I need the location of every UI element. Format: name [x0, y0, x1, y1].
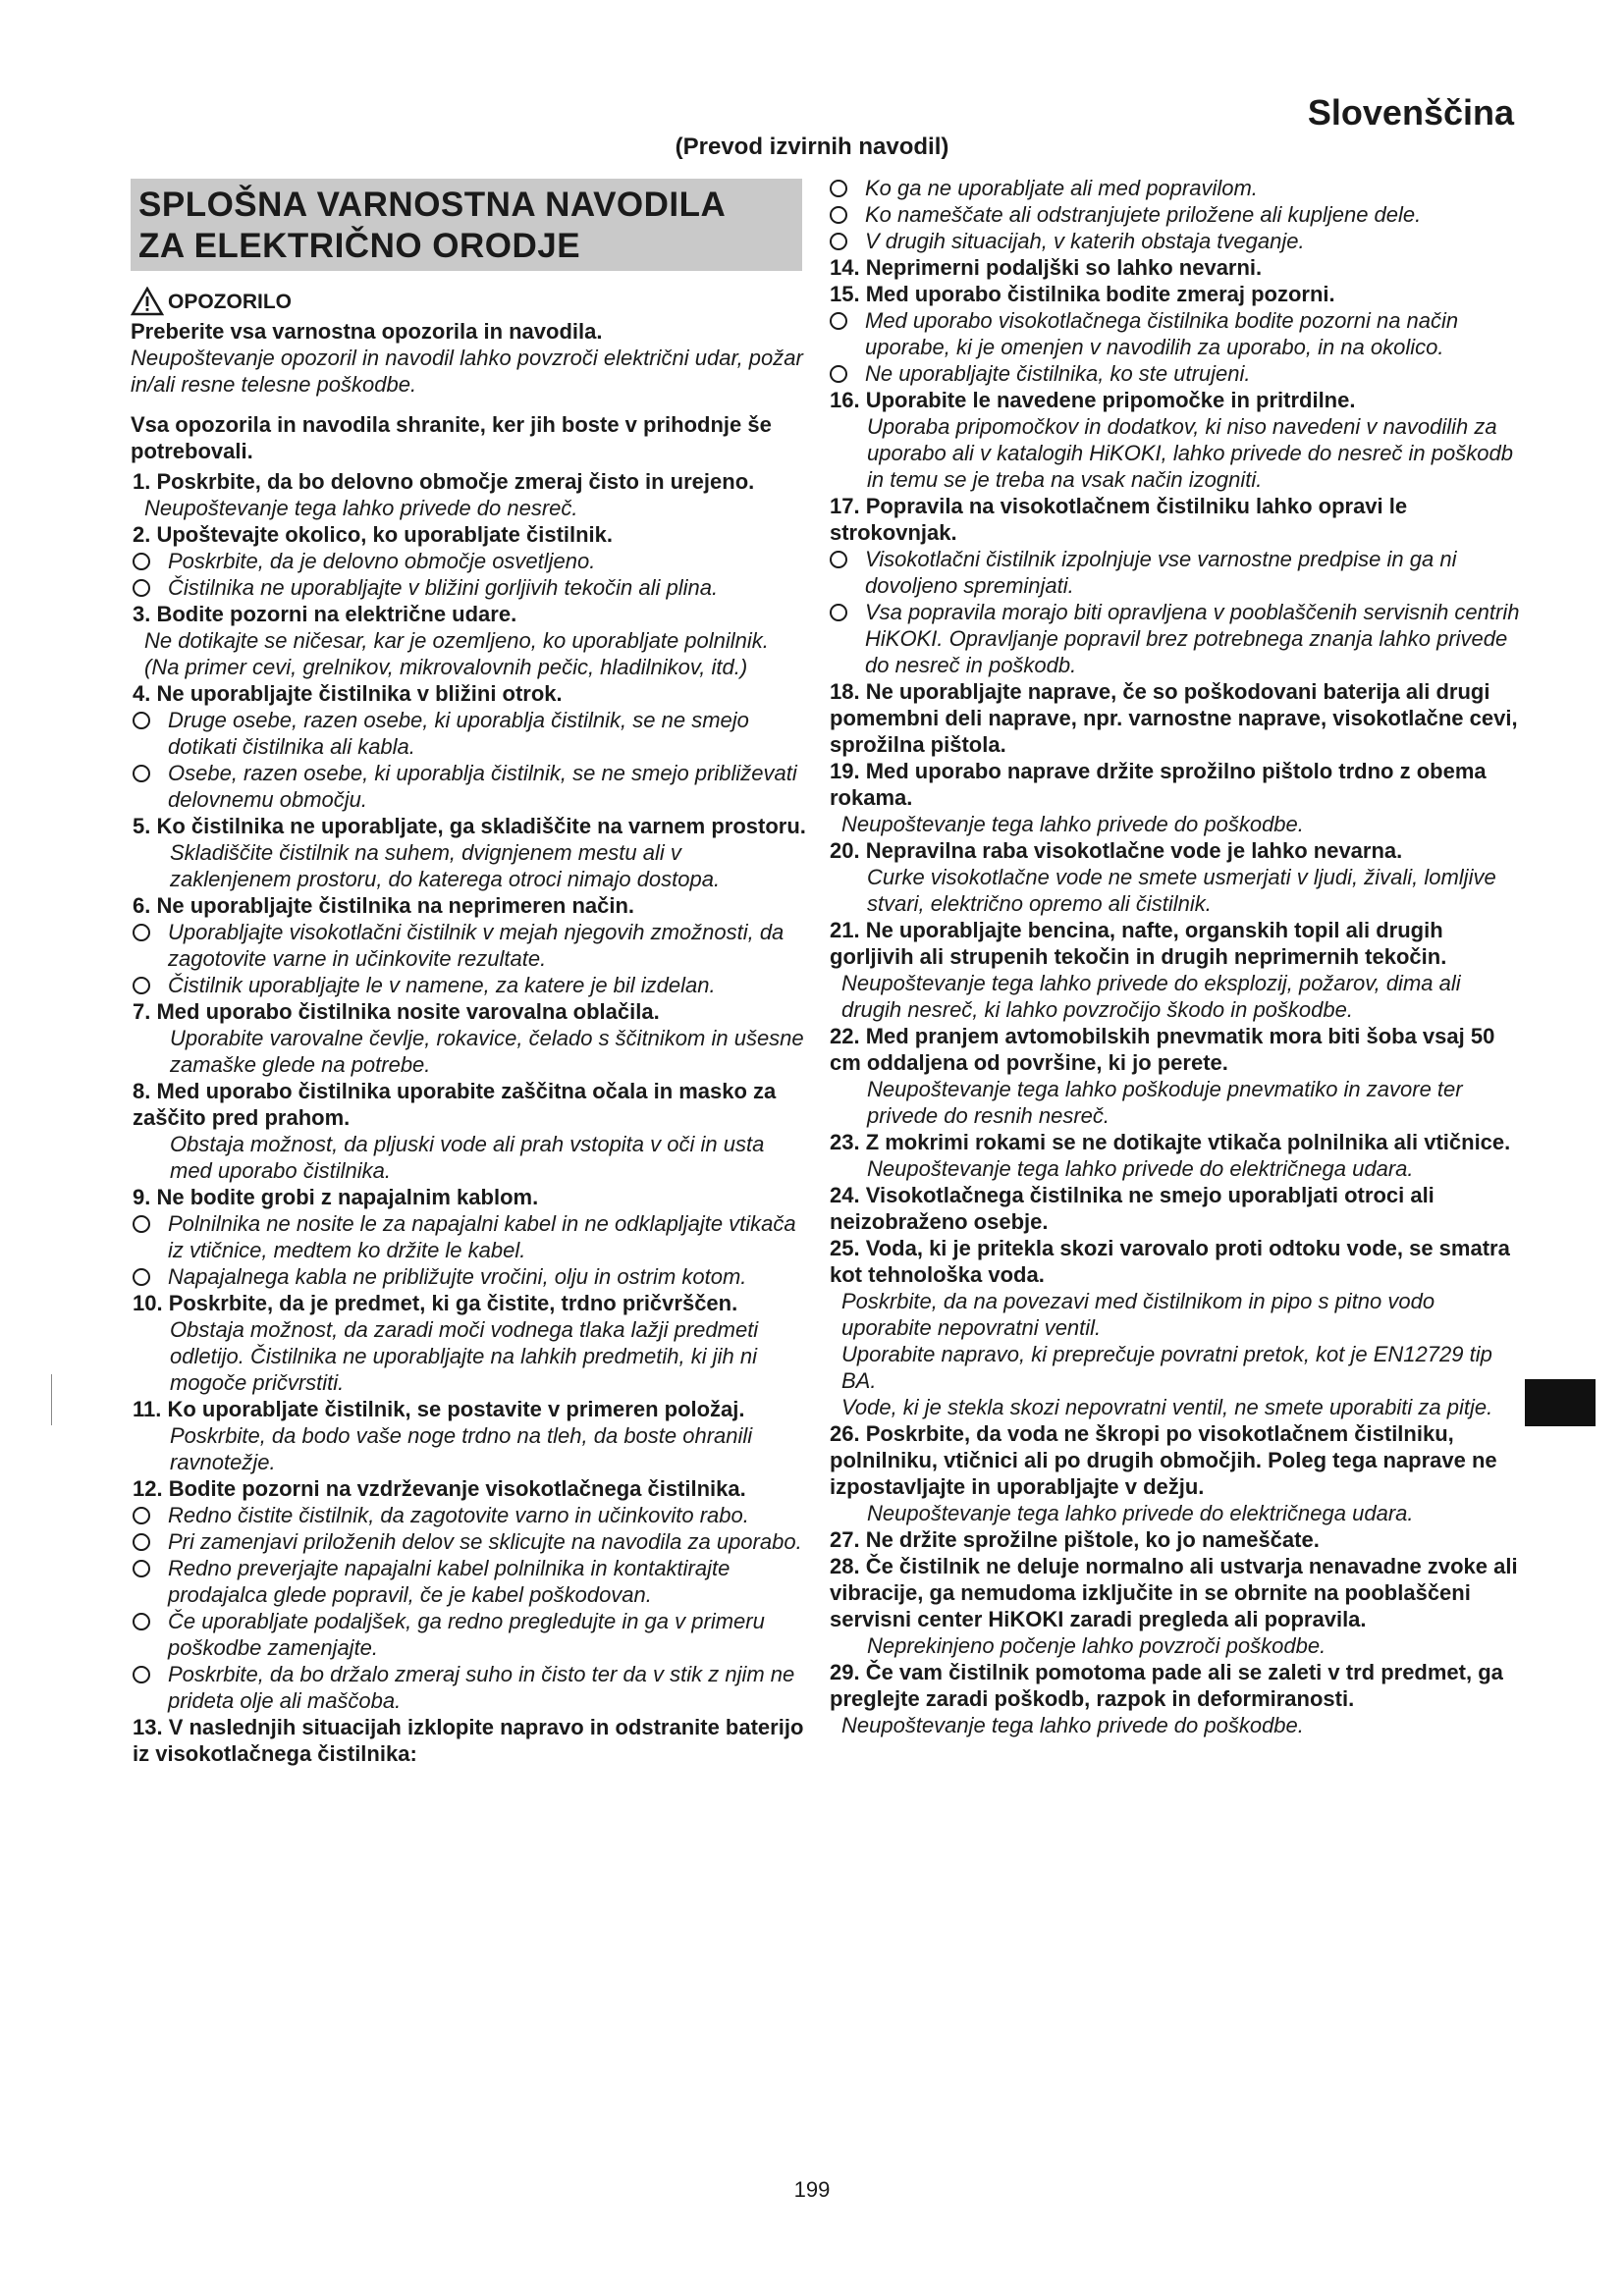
instruction-detail: Uporabite varovalne čevlje, rokavice, čelado s ščitnikom in ušesne zamaške glede na potrebe.: [170, 1026, 804, 1077]
bullet-text: Polnilnika ne nosite le za napajalni kabel in ne odklapljajte vtikača iz vtičnice, medtem ko držite le kabel.: [168, 1211, 796, 1262]
bullet-item: [131, 548, 808, 574]
numbered-instruction: 1. Poskrbite, da bo delovno območje zmeraj čisto in urejeno.: [133, 469, 755, 494]
instruction-note: Neupoštevanje tega lahko privede do poškodbe.: [841, 812, 1304, 836]
bullet-item: [131, 707, 808, 760]
bullet-text: Redno čistite čistilnik, da zagotovite varno in učinkovito rabo.: [168, 1503, 749, 1527]
circle-bullet-icon: [133, 1268, 150, 1286]
instruction-note: Vode, ki je stekla skozi nepovratni ventil, ne smete uporabiti za pitje.: [841, 1395, 1493, 1419]
instruction-detail: Obstaja možnost, da pljuski vode ali prah vstopita v oči in usta med uporabo čistilnika.: [170, 1132, 765, 1183]
numbered-instruction: 29. Če vam čistilnik pomotoma pade ali se zaleti v trd predmet, ga preglejte zaradi poškodb, razpok in deformiranosti.: [830, 1660, 1503, 1711]
bullet-text: Poskrbite, da je delovno območje osvetljeno.: [168, 549, 596, 573]
circle-bullet-icon: [133, 1613, 150, 1630]
numbered-instruction: 5. Ko čistilnika ne uporabljate, ga skladiščite na varnem prostoru.: [133, 814, 806, 838]
bullet-text: Če uporabljate podaljšek, ga redno pregledujte in ga v primeru poškodbe zamenjajte.: [168, 1609, 765, 1660]
circle-bullet-icon: [133, 1560, 150, 1577]
instruction-detail: Skladiščite čistilnik na suhem, dvignjenem mestu ali v zaklenjenem prostoru, do katerega otroci nimajo dostopa.: [170, 840, 721, 891]
bullet-text: Pri zamenjavi priloženih delov se sklicujte na navodila za uporabo.: [168, 1529, 802, 1554]
margin-line: [51, 1374, 52, 1425]
warning-label: OPOZORILO: [168, 290, 292, 313]
circle-bullet-icon: [133, 579, 150, 597]
numbered-instruction: 16. Uporabite le navedene pripomočke in pritrdilne.: [830, 388, 1356, 412]
numbered-instruction: 12. Bodite pozorni na vzdrževanje visokotlačnega čistilnika.: [133, 1476, 746, 1501]
bullet-item: [131, 574, 808, 601]
circle-bullet-icon: [830, 180, 847, 197]
circle-bullet-icon: [830, 365, 847, 383]
numbered-instruction: 25. Voda, ki je pritekla skozi varovalo proti odtoku vode, se smatra kot tehnološka voda.: [830, 1236, 1510, 1287]
bullet-text: Med uporabo visokotlačnega čistilnika bodite pozorni na način uporabe, ki je omenjen v navodilih za uporabo, in na okolico.: [865, 308, 1459, 359]
right-column: [828, 175, 1521, 1738]
instruction-detail: Uporaba pripomočkov in dodatkov, ki niso navedeni v navodilih za uporabo ali v katalogih HiKOKI, lahko privede do nesreč in poškodb in temu se je treba na vsak način izogniti.: [867, 414, 1513, 492]
instruction-note: Neupoštevanje tega lahko privede do eksplozij, požarov, dima ali drugih nesreč, ki lahko povzročijo škodo in poškodbe.: [841, 971, 1461, 1022]
bullet-item: [131, 919, 808, 972]
numbered-instruction: 2. Upoštevajte okolico, ko uporabljate čistilnik.: [133, 522, 614, 547]
bullet-item: [131, 1502, 808, 1528]
bullet-text: Uporabljajte visokotlačni čistilnik v mejah njegovih zmožnosti, da zagotovite varne in učinkovite rezultate.: [168, 920, 785, 971]
circle-bullet-icon: [133, 553, 150, 570]
bullet-text: Visokotlačni čistilnik izpolnjuje vse varnostne predpise in ga ni dovoljeno spreminjati.: [865, 547, 1457, 598]
circle-bullet-icon: [830, 604, 847, 621]
instruction-detail: Obstaja možnost, da zaradi moči vodnega tlaka lažji predmeti odletijo. Čistilnika ne uporabljajte na lahkih predmetih, ki jih ni mogoče pričvrstiti.: [170, 1317, 759, 1395]
bullet-text: Vsa popravila morajo biti opravljena v pooblaščenih servisnih centrih HiKOKI. Opravljanje popravil brez potrebnega znanja lahko privede do nesreč in poškodb.: [865, 600, 1520, 677]
numbered-instruction: 7. Med uporabo čistilnika nosite varovalna oblačila.: [133, 999, 660, 1024]
section-title-box: [131, 179, 802, 271]
bullet-text: Ne uporabljajte čistilnika, ko ste utrujeni.: [865, 361, 1251, 386]
bullet-text: Druge osebe, razen osebe, ki uporablja čistilnik, se ne smejo dotikati čistilnika ali kabla.: [168, 708, 749, 759]
bullet-item: [131, 1555, 808, 1608]
left-instruction-list: [131, 468, 808, 1767]
numbered-instruction: 21. Ne uporabljajte bencina, nafte, organskih topil ali drugih gorljivih ali strupenih tekočin in drugih neprimernih tekočin.: [830, 918, 1447, 969]
bullet-item: [828, 307, 1521, 360]
instruction-note: Uporabite napravo, ki preprečuje povratni pretok, kot je EN12729 tip BA.: [841, 1342, 1492, 1393]
numbered-instruction: 8. Med uporabo čistilnika uporabite zaščitna očala in masko za zaščito pred prahom.: [133, 1079, 777, 1130]
numbered-instruction: 27. Ne držite sprožilne pištole, ko jo nameščate.: [830, 1527, 1320, 1552]
bullet-text: Čistilnik uporabljajte le v namene, za katere je bil izdelan.: [168, 973, 716, 997]
instruction-note: Neupoštevanje tega lahko privede do nesreč.: [144, 496, 578, 520]
bullet-item: [828, 599, 1521, 678]
numbered-instruction: 17. Popravila na visokotlačnem čistilniku lahko opravi le strokovnjak.: [830, 494, 1408, 545]
numbered-instruction: 22. Med pranjem avtomobilskih pnevmatik mora biti šoba vsaj 50 cm oddaljena od površine, ki jo perete.: [830, 1024, 1495, 1075]
bullet-text: Poskrbite, da bo držalo zmeraj suho in čisto ter da v stik z njim ne prideta olje ali maščoba.: [168, 1662, 795, 1713]
circle-bullet-icon: [133, 765, 150, 782]
circle-bullet-icon: [830, 551, 847, 568]
bullet-item: [131, 1263, 808, 1290]
instruction-note: Ne dotikajte se ničesar, kar je ozemljeno, ko uporabljate polnilnik. (Na primer cevi, grelnikov, mikrovalovnih pečic, hladilnikov, itd.): [144, 628, 769, 679]
numbered-instruction: 19. Med uporabo naprave držite sprožilno pištolo trdno z obema rokama.: [830, 759, 1487, 810]
numbered-instruction: 18. Ne uporabljajte naprave, če so poškodovani baterija ali drugi pomembni deli naprave, npr. varnostne naprave, visokotlačne cevi, sprožilna pištola.: [830, 679, 1518, 757]
language-tab-marker: [1525, 1379, 1596, 1426]
document-subtitle: (Prevod izvirnih navodil): [675, 133, 949, 160]
numbered-instruction: 23. Z mokrimi rokami se ne dotikajte vtikača polnilnika ali vtičnice.: [830, 1130, 1511, 1154]
bullet-item: [828, 175, 1521, 201]
bullet-item: [828, 360, 1521, 387]
section-title-line-2: ZA ELEKTRIČNO ORODJE: [138, 227, 581, 265]
circle-bullet-icon: [133, 924, 150, 941]
bullet-text: Redno preverjajte napajalni kabel polnilnika in kontaktirajte prodajalca glede popravil, če je kabel poškodovan.: [168, 1556, 731, 1607]
numbered-instruction: 6. Ne uporabljajte čistilnika na neprimeren način.: [133, 893, 635, 918]
instruction-detail: Poskrbite, da bodo vaše noge trdno na tleh, da boste ohranili ravnotežje.: [170, 1423, 753, 1474]
instruction-detail: Neprekinjeno počenje lahko povzroči poškodbe.: [867, 1633, 1326, 1658]
bullet-text: Napajalnega kabla ne približujte vročini, olju in ostrim kotom.: [168, 1264, 747, 1289]
warning-triangle-icon: [131, 287, 164, 316]
page-number: 199: [793, 2177, 831, 2202]
section-title-line-1: SPLOŠNA VARNOSTNA NAVODILA: [138, 186, 727, 224]
numbered-instruction: 20. Nepravilna raba visokotlačne vode je lahko nevarna.: [830, 838, 1403, 863]
bullet-item: [131, 972, 808, 998]
instruction-detail: Curke visokotlačne vode ne smete usmerjati v ljudi, živali, lomljive stvari, električno opremo ali čistilnik.: [867, 865, 1496, 916]
instruction-note: Neupoštevanje tega lahko privede do poškodbe.: [841, 1713, 1304, 1737]
circle-bullet-icon: [133, 1533, 150, 1551]
bullet-item: [131, 1608, 808, 1661]
bullet-text: Čistilnika ne uporabljajte v bližini gorljivih tekočin ali plina.: [168, 575, 719, 600]
numbered-instruction: 28. Če čistilnik ne deluje normalno ali ustvarja nenavadne zvoke ali vibracije, ga nemudoma izklјučite in se obrnite na pooblaščeni servisni center HiKOKI zaradi pregleda ali popravila.: [830, 1554, 1518, 1631]
left-column: [131, 175, 808, 1767]
numbered-instruction: 11. Ko uporabljate čistilnik, se postavite v primeren položaj.: [133, 1397, 745, 1421]
bullet-item: [828, 546, 1521, 599]
bullet-item: [828, 228, 1521, 254]
circle-bullet-icon: [830, 312, 847, 330]
numbered-instruction: 3. Bodite pozorni na električne udare.: [133, 602, 517, 626]
warning-consequence: Neupoštevanje opozoril in navodil lahko povzroči električni udar, požar in/ali resne telesne poškodbe.: [131, 346, 803, 397]
circle-bullet-icon: [830, 233, 847, 250]
language-label: Slovenščina: [1307, 92, 1514, 133]
numbered-instruction: 15. Med uporabo čistilnika bodite zmeraj pozorni.: [830, 282, 1335, 306]
bullet-item: [131, 1210, 808, 1263]
bullet-text: Osebe, razen osebe, ki uporablja čistilnik, se ne smejo približevati delovnemu območju.: [168, 761, 797, 812]
numbered-instruction: 4. Ne uporabljajte čistilnika v bližini otrok.: [133, 681, 563, 706]
instruction-detail: Neupoštevanje tega lahko poškoduje pnevmatiko in zavore ter privede do resnih nesreč.: [867, 1077, 1463, 1128]
circle-bullet-icon: [133, 712, 150, 729]
circle-bullet-icon: [830, 206, 847, 224]
bullet-item: [131, 760, 808, 813]
bullet-text: V drugih situacijah, v katerih obstaja tveganje.: [865, 229, 1305, 253]
numbered-instruction: 14. Neprimerni podaljški so lahko nevarni.: [830, 255, 1263, 280]
bullet-item: [828, 201, 1521, 228]
circle-bullet-icon: [133, 1507, 150, 1524]
bullet-item: [131, 1661, 808, 1714]
warning-keep-instructions: Vsa opozorila in navodila shranite, ker jih boste v prihodnje še potrebovali.: [131, 412, 772, 463]
warning-heading: [131, 287, 808, 316]
numbered-instruction: 10. Poskrbite, da je predmet, ki ga čistite, trdno pričvrščen.: [133, 1291, 738, 1315]
numbered-instruction: 24. Visokotlačnega čistilnika ne smejo uporabljati otroci ali neizobraženo osebje.: [830, 1183, 1435, 1234]
right-instruction-list: [828, 175, 1521, 1738]
circle-bullet-icon: [133, 977, 150, 994]
circle-bullet-icon: [133, 1215, 150, 1233]
numbered-instruction: 9. Ne bodite grobi z napajalnim kablom.: [133, 1185, 539, 1209]
circle-bullet-icon: [133, 1666, 150, 1683]
bullet-text: Ko nameščate ali odstranjujete priložene ali kupljene dele.: [865, 202, 1422, 227]
numbered-instruction: 13. V naslednjih situacijah izklopite napravo in odstranite baterijo iz visokotlačnega čistilnika:: [133, 1715, 804, 1766]
bullet-item: [131, 1528, 808, 1555]
instruction-note: Poskrbite, da na povezavi med čistilnikom in pipo s pitno vodo uporabite nepovratni ventil.: [841, 1289, 1435, 1340]
bullet-text: Ko ga ne uporabljate ali med popravilom.: [865, 176, 1258, 200]
numbered-instruction: 26. Poskrbite, da voda ne škropi po visokotlačnem čistilniku, polnilniku, vtičnici ali po drugih območjih. Poleg tega naprave ne izpostavljajte in uporabljajte v dežju.: [830, 1421, 1497, 1499]
instruction-detail: Neupoštevanje tega lahko privede do električnega udara.: [867, 1156, 1414, 1181]
instruction-detail: Neupoštevanje tega lahko privede do električnega udara.: [867, 1501, 1414, 1525]
warning-read-all: Preberite vsa varnostna opozorila in navodila.: [131, 319, 603, 344]
